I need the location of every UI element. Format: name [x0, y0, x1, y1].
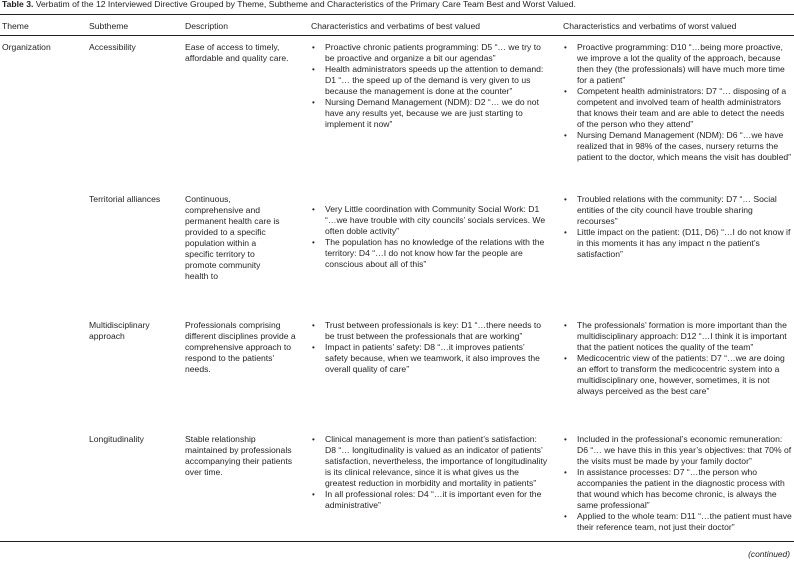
list-item: • Troubled relations with the community: D7 “… Social entities of the city council have trouble sharing recourses”	[563, 194, 793, 227]
top-rule	[0, 14, 794, 15]
list-item: • Impact in patients’ safety: D8 “…it improves patients’ safety because, when we teamwork, it also improves the overall quality of care”	[311, 342, 549, 375]
description-cell: Ease of access to timely, affordable and quality care.	[185, 42, 289, 63]
list-item: • Little impact on the patient: (D11, D6) “…I do not know if in this moments it has any impact n the patient’s satisfaction”	[563, 227, 793, 260]
header-best: Characteristics and verbatims of best valued	[311, 21, 481, 31]
subtheme-cell: Accessibility	[89, 42, 136, 52]
table-caption	[2, 0, 576, 10]
header-description: Description	[185, 21, 228, 31]
list-item: • The population has no knowledge of the relations with the territory: D4 “…I do not know how far the people are conscious about all of this”	[311, 237, 549, 270]
table-title: Verbatim of the 12 Interviewed Directive Grouped by Theme, Subtheme and Characteristics of the Primary Care Team Best and Worst Valued.	[35, 0, 576, 9]
description-cell: Continuous, comprehensive and permanent health care is provided to a specific population within a specific territory to promote community health to	[185, 194, 280, 281]
subtheme-cell: Longitudinality	[89, 434, 144, 444]
worst-valued-list	[563, 434, 793, 533]
list-item: • Nursing Demand Management (NDM): D6 “…we have realized that in 98% of the cases, nursery returns the patient to the doctor, which means the visit has doubled”	[563, 130, 793, 163]
list-item: • In all professional roles: D4 “…it is important even for the administrative”	[311, 489, 549, 511]
list-item: • Nursing Demand Management (NDM): D2 “… we do not have any results yet, because we are just starting to implement it now”	[311, 97, 549, 130]
subtheme-cell: Territorial alliances	[89, 194, 161, 204]
header-rule	[0, 35, 794, 36]
list-item: • Proactive chronic patients programming: D5 “… we try to be proactive and organize a bit our agendas”	[311, 42, 549, 64]
subtheme-cell: Multidisciplinary approach	[89, 320, 150, 341]
list-item: • Trust between professionals is key: D1 “…there needs to be trust between the professionals that are working”	[311, 320, 549, 342]
best-valued-list	[311, 434, 549, 511]
list-item: • Medicocentric view of the patients: D7 “…we are doing an effort to transform the medicocentric system into a multidisciplinary one, however, sometimes, it is not always perceived as the best care”	[563, 353, 793, 397]
description-cell: Professionals comprising different disciplines provide a comprehensive approach to respond to the patients’ needs.	[185, 320, 296, 374]
theme-cell: Organization	[2, 42, 51, 52]
best-valued-list	[311, 204, 549, 270]
worst-valued-list	[563, 320, 793, 397]
list-item: • Included in the professional’s economic remuneration: D6 “… we have this in this year’s objectives: that 70% of the visits must be made by your family doctor”	[563, 434, 793, 467]
table-label: Table 3.	[2, 0, 34, 9]
worst-valued-list	[563, 194, 793, 260]
best-valued-list	[311, 42, 549, 130]
list-item: • Proactive programming: D10 “…being more proactive, we improve a lot the quality of the approach, because then they (the professionals) will have much more time for a patient”	[563, 42, 793, 86]
list-item: • The professionals’ formation is more important than the multidisciplinary approach: D12 “…I think it is important that the patient notices the quality of the team”	[563, 320, 793, 353]
header-subtheme: Subtheme	[89, 21, 129, 31]
worst-valued-list	[563, 42, 793, 163]
list-item: • Clinical management is more than patient’s satisfaction: D8 “… longitudinality is valued as an indicator of patients’ satisfaction, nevertheless, the importance of longitudinality is its clinical relevance, since it is what gives us the greatest reduction in morbidity and mortality in patients”	[311, 434, 549, 489]
list-item: • In assistance processes: D7 “…the person who accompanies the patient in the diagnostic process with that wound which has become chronic, is always the same professional”	[563, 467, 793, 511]
header-worst: Characteristics and verbatims of worst valued	[563, 21, 737, 31]
description-cell: Stable relationship maintained by professionals accompanying their patients over time.	[185, 434, 293, 477]
header-theme: Theme	[2, 21, 29, 31]
best-valued-list	[311, 320, 549, 375]
list-item: • Applied to the whole team: D11 “…the patient must have their reference team, not just their doctor”	[563, 511, 793, 533]
bottom-rule	[0, 541, 794, 542]
list-item: • Competent health administrators: D7 “… disposing of a competent and involved team of health administrators that knows their team and are able to detect the needs of the person who they attend”	[563, 86, 793, 130]
list-item: • Health administrators speeds up the attention to demand: D1 “… the speed up of the demand is very given to us because the management is done at the counter”	[311, 64, 549, 97]
list-item: • Very Little coordination with Community Social Work: D1 “…we have trouble with city councils’ socials services. We often doble activity”	[311, 204, 549, 237]
continued-note: (continued)	[748, 549, 790, 559]
